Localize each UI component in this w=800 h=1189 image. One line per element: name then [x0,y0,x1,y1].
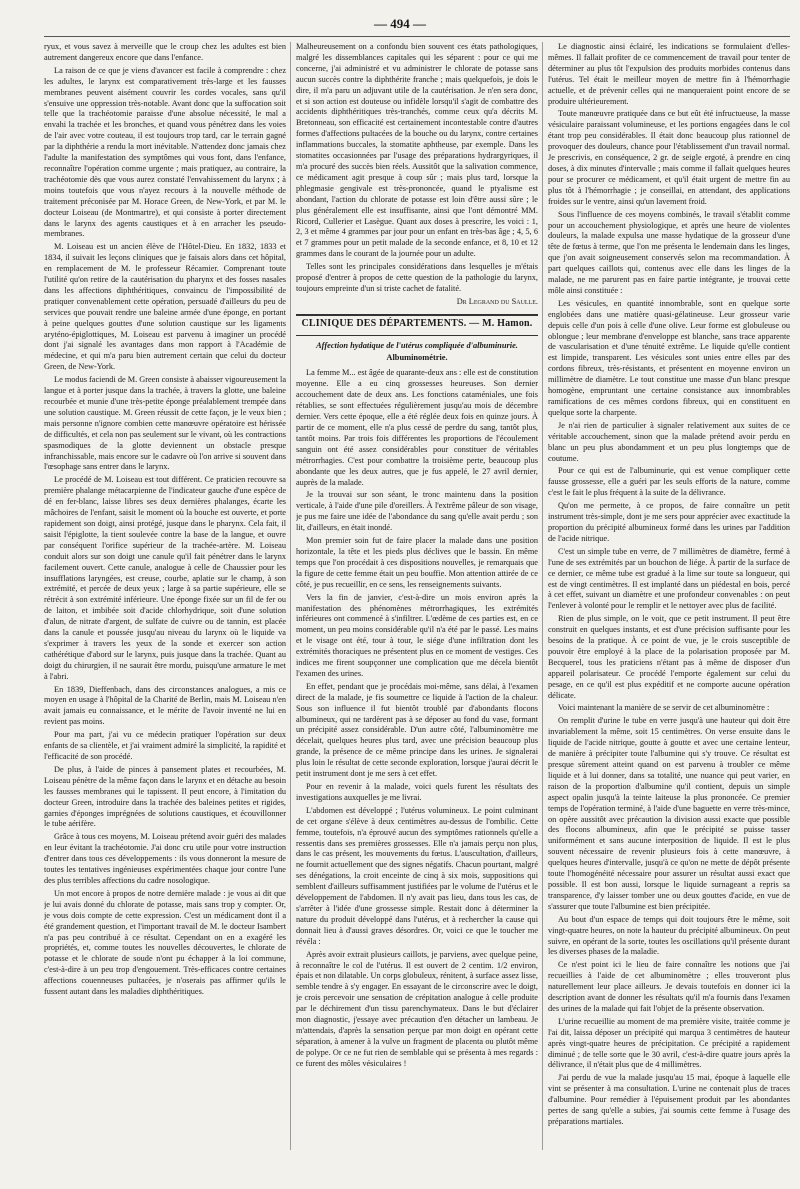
paragraph: L'urine recueillie au moment de ma première visite, traitée comme je l'ai dit, laissa déposer un précipité qui marqua 3 centimètres de hauteur après vingt-quatre heures de précipitation. Ce précipité a rapidement diminué ; de telle sorte que le 30 avril, c'est-à-dire quatre jours après la délivrance, il n'était plus que de 4 millimètres. [548,1016,790,1070]
paragraph: Malheureusement on a confondu bien souvent ces états pathologiques, malgré les dissemblances capitales qui les séparent : pour ce qui me concerne, j'ai administré et vu administrer le chlorate de potasse sans aucun succès contre la diphthérite franche ; mais quelquefois, je dois le dire, il m'a paru un adjuvant utile de la cautérisation. Je n'en sera donc, et si son action est douteuse ou infidèle lorsqu'il s'agit de combattre des accidents diphthéritiques très-tranchés, comme ceux qu'a décrits M. Bretonneau, son efficacité est certainement incontestable contre d'autres formes d'affections pultacées de la bouche ou du larynx, contre certaines inflammations buccales, la stomatite aphtheuse, par exemple. Dans les stomatites occasionnées par l'usage des préparations hydrargyriques, il m'a procuré des succès bien réels. Aussitôt que la salivation commence, ce médicament agit presque à coup sûr ; mais plus tard, lorsque la phlegmasie gengivale est très-prononcée, quand le ptyalisme est abondant, l'action du chlorate de potasse est loin d'être aussi sûre ; le plus généralement elle est insuffisante, ainsi que l'ont démontré MM. Ricord, Cullerier et Lasègue. Quant aux doses à prescrire, les voici : 1, 2, 3 et même 4 grammes par jour pour un enfant en très-bas âge ; 4, 5, 6 et 7 grammes pour un petit malade de la seconde enfance, et 8, 10 et 12 grammes dans le courant de la journée pour un adulte. [296,42,538,259]
paragraph: Rien de plus simple, on le voit, que ce petit instrument. Il peut être construit en quelques instants, et est d'une précision suffisante pour les besoins de la pratique. À ce point de vue, je le crois susceptible de pouvoir être employé à la place de la polarisation proposée par M. Becquerel, tous les praticiens n'étant pas à même de disposer d'un appareil polarisateur. Ce procédé l'emporte également sur celui du pesage, en ce qu'il est plus expéditif et ne comporte aucune opération délicate. [548,614,790,700]
paragraph: Sous l'influence de ces moyens combinés, le travail s'établit comme pour un accouchement physiologique, et après une heure de violentes douleurs, la malade expulsa une masse hydatique de la grosseur d'une tête de fœtus à terme, que l'on me présenta le lendemain dans les linges, que j'on avait soigneusement conservés selon ma recommandation. À part quelques caillots qui, contenus avec elle dans les linges de la malade, ne me parurent pas en faire partie intégrante, je trouvai cette môle ainsi constituée : [548,209,790,295]
paragraph: Un mot encore à propos de notre dernière malade : je vous ai dit que je lui avais donné du chlorate de potasse, mais sans trop y compter. Or, je vous dois compte de cette expression. C'est un médicament dont il a été grandement question, et l'important travail de M. le docteur Isambert n'a pas peu contribué à ce résultat. Cependant on en a exagéré les propriétés, et, comme toutes les nouvelles découvertes, le chlorate de potasse et le chlorate de soude n'ont pu échapper à la loi commune, c'est-à-dire à un peu trop d'engouement. Très-efficaces contre certaines affections couenneuses pultacées, je n'oserais pas affirmer qu'ils le fussent autant dans les maladies diphthéritiques. [44,888,286,997]
paragraph: J'ai perdu de vue la malade jusqu'au 15 mai, époque à laquelle elle vint se présenter à ma consultation. L'urine ne contenait plus de traces d'albumine. Pour remédier à l'épuisement produit par les abondantes pertes de sang qu'elle a subies, j'ai soumis cette femme à l'usage des préparations martiales. [548,1073,790,1126]
paragraph: En 1839, Dieffenbach, dans des circonstances analogues, a mis ce moyen en usage à l'hôpital de la Charité de Berlin, mais M. Loiseau n'en avait jamais eu connaissance, et le mérite de l'avoir inventé ne lui en revient pas moins. [44,684,286,727]
paragraph: Toute manœuvre pratiquée dans ce but eût été infructueuse, la masse vésiculaire paraissant volumineuse, et les portions engagées dans le col étant trop peu considérables. Il était donc beaucoup plus rationnel de provoquer des douleurs, chance pour l'établissement d'un travail normal. Je prescrivis, en conséquence, 2 gr. de seigle ergoté, à prendre en cinq doses, à dix minutes d'intervalle ; mais comme il fallait quelques heures pour se procurer ce médicament, et qu'il était urgent de mettre fin au plus tôt à l'hémorrhagie ; je conseillai, en attendant, des applications froides sur le ventre, ainsi qu'un lavement froid. [548,109,790,206]
paragraph: On remplit d'urine le tube en verre jusqu'à une hauteur qui doit être invariablement la même, soit 15 centimètres. On verse ensuite dans le liquide de l'acide nitrique, goutte à goutte et avec une certaine lenteur, de manière à précipiter toute l'albumine qui s'y trouve. Ce résultat est presque sûrement atteint quand on est parvenu à troubler ce même liquide et à lui donner, dans sa totalité, une nuance qui peut varier, en raison de la proportion d'albumine qu'il contient, depuis un simple aspect opalin jusqu'à la teinte laiteuse la plus prononcée. Ce premier temps de l'opération terminé, à l'aide d'une baguette en verre très-mince, on opère aussitôt avec précaution la division aussi exacte que possible des flocons albumineux, afin que le précipité se puisse tasser uniformément et sans aucune interposition de liquide. Il est le plus souvent nécessaire de revenir plusieurs fois à cette manœuvre, à quelques heures d'intervalle, jusqu'à ce qu'on ne mette de dépôt présente toute l'homogénéité nécessaire pour assurer un résultat aussi exact que possible. Il est bon aussi, lorsque le liquide surnageant a repris sa transparence, d'y laisser tomber une ou deux gouttes d'acide, en vue de s'assurer que toute l'albumine est bien précipitée. [548,716,790,911]
section-heading: CLINIQUE DES DÉPARTEMENTS. — M. Hamon. [301,317,533,329]
paragraph: La femme M... est âgée de quarante-deux ans : elle est de constitution moyenne. Elle a eu cinq grossesses heureuses. Son dernier accouchement date de deux ans. Les fonctions cataméniales, une fois rétablies, se sont effectuées régulièrement jusqu'au mois de décembre dernier. Vers cette époque, elle a été réglée deux fois en quinze jours. À partir de ce moment, elle n'a plus cessé de perdre du sang, tantôt plus, tantôt moins. Par trois fois différentes les proportions de l'écoulement sanguin ont été assez considérables pour constituer de véritables métrorrhagies. C'est pour combattre la troisième perte, beaucoup plus abondante que les deux autres, que je fus appelé, le 27 avril dernier, auprès de la malade. [296,368,538,487]
paragraph: ryux, et vous savez à merveille que le croup chez les adultes est bien autrement dangereux encore que dans l'enfance. [44,42,286,62]
paragraph: Je n'ai rien de particulier à signaler relativement aux suites de ce véritable accouchement, sinon que la malade prétend avoir perdu en blanc un peu plus abondamment et un peu plus longtemps que de coutume. [548,420,790,463]
paragraph: Ce n'est point ici le lieu de faire connaître les notions que j'ai recueillies à l'aide de cet albuminomètre ; elles trouveront plus naturellement leur place ailleurs. Je devais toutefois en donner ici la description avant de donner les résultats qu'il m'a fournis dans l'examen des urines de la malade qui fait l'objet de la présente observation. [548,960,790,1013]
column-1 [44,42,286,1152]
paragraph: En effet, pendant que je procédais moi-même, sans délai, à l'examen direct de la malade, je fis soumettre ce liquide à l'action de la chaleur. Sous son influence il fut bientôt troublé par d'abondants flocons albumineux, qui ne tardèrent pas à se déposer au fond du vase, formant un précipité assez considérable. D'un autre côté, l'albuminomètre me décelait, quelques heures plus tard, avec une précision beaucoup plus grande, la présence de ce même principe dans les urines. Je signalerai plus loin le résultat de cette seconde exploration, lorsque j'aurai décrit le petit instrument dont je me sers à cet effet. [296,681,538,779]
paragraph: Le procédé de M. Loiseau est tout différent. Ce praticien recouvre sa première phalange métacarpienne de l'indicateur gauche d'une espèce de dé en fer-blanc, laisse libres ses deux dernières phalanges, écarte les mâchoires de l'enfant, saisit le moment où la bouche est ouverte, et porte rapidement son doigt, ainsi protégé, jusque dans le pharynx. Cela fait, il saisit l'épiglotte, la tient soulevée contre la base de la langue, et ouvre par conséquent l'orifice supérieur de la trachée-artère. M. Loiseau conduit alors sur son doigt une canule qu'il fait pénétrer dans le larynx facilement ouvert. Cette canule, analogue à celle de Chaussier pour les insufflations laryngées, est creuse, courbe, aplatie sur le champ, à son extrémité, et percée de deux yeux ; large à sa partie supérieure, elle se rétrécit à son extrémité inférieure. Une éponge fixée sur un fil de fer ou de laiton, et imbibée soit d'acide chlorhydrique, soit d'une solution d'alun, de nitrate d'argent, de sulfate de cuivre ou de tannin, est placée dans la canule et poussée jusqu'au niveau du larynx où le liquide va s'exprimer à travers les yeux de la sonde et exercer son action cathérétique d'abord sur le larynx, puis jusque dans la trachée. Quant au doigt du chirurgien, il ne saurait être mordu, puisqu'une armature le met à l'abri. [44,475,286,681]
section-divider-thin [296,335,538,336]
paragraph: Après avoir extrait plusieurs caillots, je parviens, avec quelque peine, à reconnaître le col de l'utérus. Il est ouvert de 2 centim. 1/2 environ, épais et non dilatable. Un corps globuleux, rénitent, à surface assez lisse, semble tendre à s'y engager. En essayant de le circonscrire avec le doigt, je crois percevoir une sensation de crépitation analogue à celle produite par le déchirement d'un tissu parenchymateux. Dans le but d'éclairer mon diagnostic, j'essaye avec précaution d'en détacher un lambeau. Je m'attendais, d'après la sensation perçue par mon doigt en opérant cette séparation, à amener à la vulve un fragment de placenta ou plutôt même de polype. Or ce ne fut rien de semblable qui se présenta à mes regards : ce furent des môles vésiculaires ! [296,949,538,1068]
paragraph: Je la trouvai sur son séant, le tronc maintenu dans la position verticale, à l'aide d'une pile d'oreillers. À l'extrême pâleur de son visage, je pus me faire une idée de l'abondance du sang qu'elle avait perdu ; son lit, d'ailleurs, en était inondé. [296,490,538,533]
paragraph: Pour en revenir à la malade, voici quels furent les résultats des investigations auxquelles je me livrai. [296,782,538,802]
column-2 [296,42,538,1152]
paragraph: Qu'on me permette, à ce propos, de faire connaître un petit instrument très-simple, dont je me sers pour apprécier avec exactitude la proportion du précipité albumineux formé dans les urines par l'addition de l'acide nitrique. [548,501,790,543]
paragraph: Grâce à tous ces moyens, M. Loiseau prétend avoir guéri des malades en leur évitant la trachéotomie. J'ai donc cru utile pour votre instruction d'entrer dans tous ces développements : ils vous donneront la mesure de toutes les tentatives ingénieuses expérimentées chaque jour contre l'une des plus terribles affections du cadre nosologique. [44,832,286,885]
paragraph: Au bout d'un espace de temps qui doit toujours être le même, soit vingt-quatre heures, on note la hauteur du précipité albumineux. On peut suivre, en opérant de la sorte, toutes les oscillations qu'il présente durant les diverses phases de la maladie. [548,914,790,957]
page-number: — 494 — [374,16,426,31]
paragraph: Vers la fin de janvier, c'est-à-dire un mois environ après la manifestation des phénomènes métrorrhagiques, les extrémités inférieures ont commencé à s'infiltrer. L'œdème de ces parties est, en ce moment, un peu moins considérable qu'il n'a été par le passé. Les mains et le visage ont été, tour à tour, le siége d'une infiltration dont les extrémités thoraciques ne présentent plus en ce moment de vestiges. Ces indices me firent soupçonner une complication que me décela bientôt l'examen des urines. [296,592,538,678]
paragraph: Pour ma part, j'ai vu ce médecin pratiquer l'opération sur deux enfants de sa clientèle, et j'ai vraiment admiré la simplicité, la rapidité et l'efficacité de son procédé. [44,730,286,761]
header-rule [44,36,790,37]
author-signature: Dr Legrand du Saulle. [456,296,538,306]
paragraph: M. Loiseau est un ancien élève de l'Hôtel-Dieu. En 1832, 1833 et 1834, il suivait les leçons cliniques que je faisais alors dans cet hôpital, en remplacement de M. le professeur Récamier. Comprenant toute l'utilité qu'on retire de la cautérisation du pharynx et des fosses nasales dans les affections diphthéritiques, convaincu de l'impossibilité de pratiquer convenablement cette opération, persuadé d'ailleurs du peu de services que pouvait rendre une baleine armée d'une éponge, en portant à peine quelques gouttes d'une solution caustique sur les ligaments aryténo-épiglottiques, M. Loiseau est parvenu à imaginer un procédé dont j'ai signalé les avantages dans mon rapport à l'Académie de médecine, et qui m'a paru bien autrement certain que celui du docteur Green, de New-York. [44,242,286,372]
paragraph: L'abdomen est développé ; l'utérus volumineux. Le point culminant de cet organe s'élève à deux centimètres au-dessus de l'ombilic. Cette femme, toutefois, n'a éprouvé aucun des symptômes rationnels qu'elle a ressentis dans ses premières grossesses. Elle n'a jamais perçu non plus, dans le cas présent, les mouvements du fœtus. L'auscultation, d'ailleurs, ne fournit actuellement que des signes négatifs. Chacun pourtant, malgré ses dénégations, la croit enceinte de cinq à six mois, suppositions qui semblent d'ailleurs suffisamment justifiées par le volume de l'utérus et le développement de l'abdomen. Il n'y avait pas lieu, dans tous les cas, de s'arrêter à l'idée d'une grossesse simple. Restait donc à déterminer la nature du produit développé dans l'utérus, et à rechercher la cause qui donnait lieu à d'aussi graves désordres. Or, voici ce que le toucher me révéla : [296,805,538,946]
paragraph: Les vésicules, en quantité innombrable, sont en quelque sorte englobées dans une matière quasi-gélatineuse. Leur grosseur varie depuis celle d'un pois à celle d'une olive. Leur forme est globuleuse ou oblongue ; leur membrane d'enveloppe est blanche, sans trace apparente de vascularisation et d'une ténuité extrême. Le liquide qu'elle contient est limpide, transparent. Les vésicules sont unies entre elles par des cordons fibreux, très-résistants, et présentent en moyenne environ un millimètre de diamètre. Le tout constitue une masse d'un blanc presque homogène, empruntant une certaine consistance aux innombrables ramifications de ces mêmes cordons fibreux, qui en constituent en quelque sorte la charpente. [548,298,790,417]
article-subtitle: Albuminométrie. [386,352,448,362]
paragraph: Pour ce qui est de l'albuminurie, qui est venue compliquer cette fausse grossesse, elle a guéri par les seuls efforts de la nature, comme c'est le fait le plus fréquent à la suite de la délivrance. [548,466,790,498]
paragraph: La raison de ce que je viens d'avancer est facile à comprendre : chez les adultes, le larynx est comparativement très-large et les fausses membranes peuvent aisément couvrir les cordes vocales, sans qu'il s'ensuive une oppression très-notable. Avant donc que la suffocation soit telle que la trachéotomie paraisse d'une absolue nécessité, le mal a envahi la trachée et les bronches, et quand vous pénétrez dans les voies de l'air avec votre couteau, il est toujours trop tard, car le terrain gagné par la diphthérie a rendu la mort inévitable. N'attendez donc jamais chez l'adulte la manifestation des symptômes qui vous font, dans l'enfance, reconnaître l'opération comme urgente ; mais pratiquez, au contraire, la trachéotomie dès que vous aurez constaté l'envahissement du larynx ; à moins toutefois que vous n'ayez recours à la nouvelle méthode de traitement préconisée par M. Horace Green, de New-York, et par M. le docteur Loiseau (de Montmartre), et qui consiste à porter directement dans le larynx des agents caustiques et à en arracher les pseudo-membranes. [44,65,286,239]
column-rule-right [542,42,543,1150]
paragraph: Telles sont les principales considérations dans lesquelles je m'étais proposé d'entrer à propos de cette question de la pathologie du larynx, toujours empreinte d'un si triste cachet de fatalité. [296,262,538,293]
paragraph: De plus, à l'aide de pinces à pansement plates et recourbées, M. Loiseau pénètre de la même façon dans le larynx et en détache au besoin les fausses membranes qui le tapissent. Il peut encore, à l'imitation du docteur Green, introduire dans la trachée des baleines petites et rigides, garnies d'éponges imprégnées de solutions caustiques, et écouvillonner le tube aérifère. [44,764,286,829]
column-3 [548,42,790,1152]
section-divider [296,314,538,316]
paragraph: Le diagnostic ainsi éclairé, les indications se formulaient d'elles-mêmes. Il fallait profiter de ce commencement de travail pour tenter de déterminer au plus tôt l'expulsion des produits morbides contenus dans l'utérus. Tel était le meilleur moyen de mettre fin à l'hémorrhagie actuelle, et de prévenir celles qui ne manqueraient point encore de se produire ultérieurement. [548,42,790,106]
paragraph: Le modus faciendi de M. Green consiste à abaisser vigoureusement la langue et à porter jusque dans la trachée, à travers la glotte, une baleine recourbée et munie d'une très-petite éponge préalablement trempée dans une solution caustique. M. Green réussit de cette façon, je le veux bien ; mais personne n'ignore combien cette manœuvre opératoire est hérissée de difficultés, et cela non pas seulement sur le vivant, où les contractions spasmodiques de la glotte deviennent un obstacle presque infranchissable, mais encore sur le cadavre où l'on arrive si souvent dans l'œsophage sans entrer dans le larynx. [44,375,286,472]
paragraph: C'est un simple tube en verre, de 7 millimètres de diamètre, fermé à l'une de ses extrémités par un bouchon de liége. À partir de la surface de ce dernier, ce même tube est gradué à la lime sur toute sa longueur, qui est de vingt centimètres. Il est implanté dans un piédestal en bois, percé à cet effet, suivant un diamètre et une profondeur convenables : on peut l'enlever à volonté pour le remplir et le nettoyer avec plus de facilité. [548,546,790,611]
paragraph: Voici maintenant la manière de se servir de cet albuminomètre : [558,703,770,713]
column-rule-left [290,42,291,1150]
article-title: Affection hydatique de l'utérus compliquée d'albuminurie. [316,340,518,350]
paragraph: Mon premier soin fut de faire placer la malade dans une position horizontale, la tête et les pieds plus déclives que le bassin. En même temps que l'on procédait à ces dispositions nouvelles, je remarquais que la figure de cette femme était un peu bouffie. Mon attention attirée de ce côté, je pus recueillir, en ce sens, les renseignements suivants. [296,536,538,589]
